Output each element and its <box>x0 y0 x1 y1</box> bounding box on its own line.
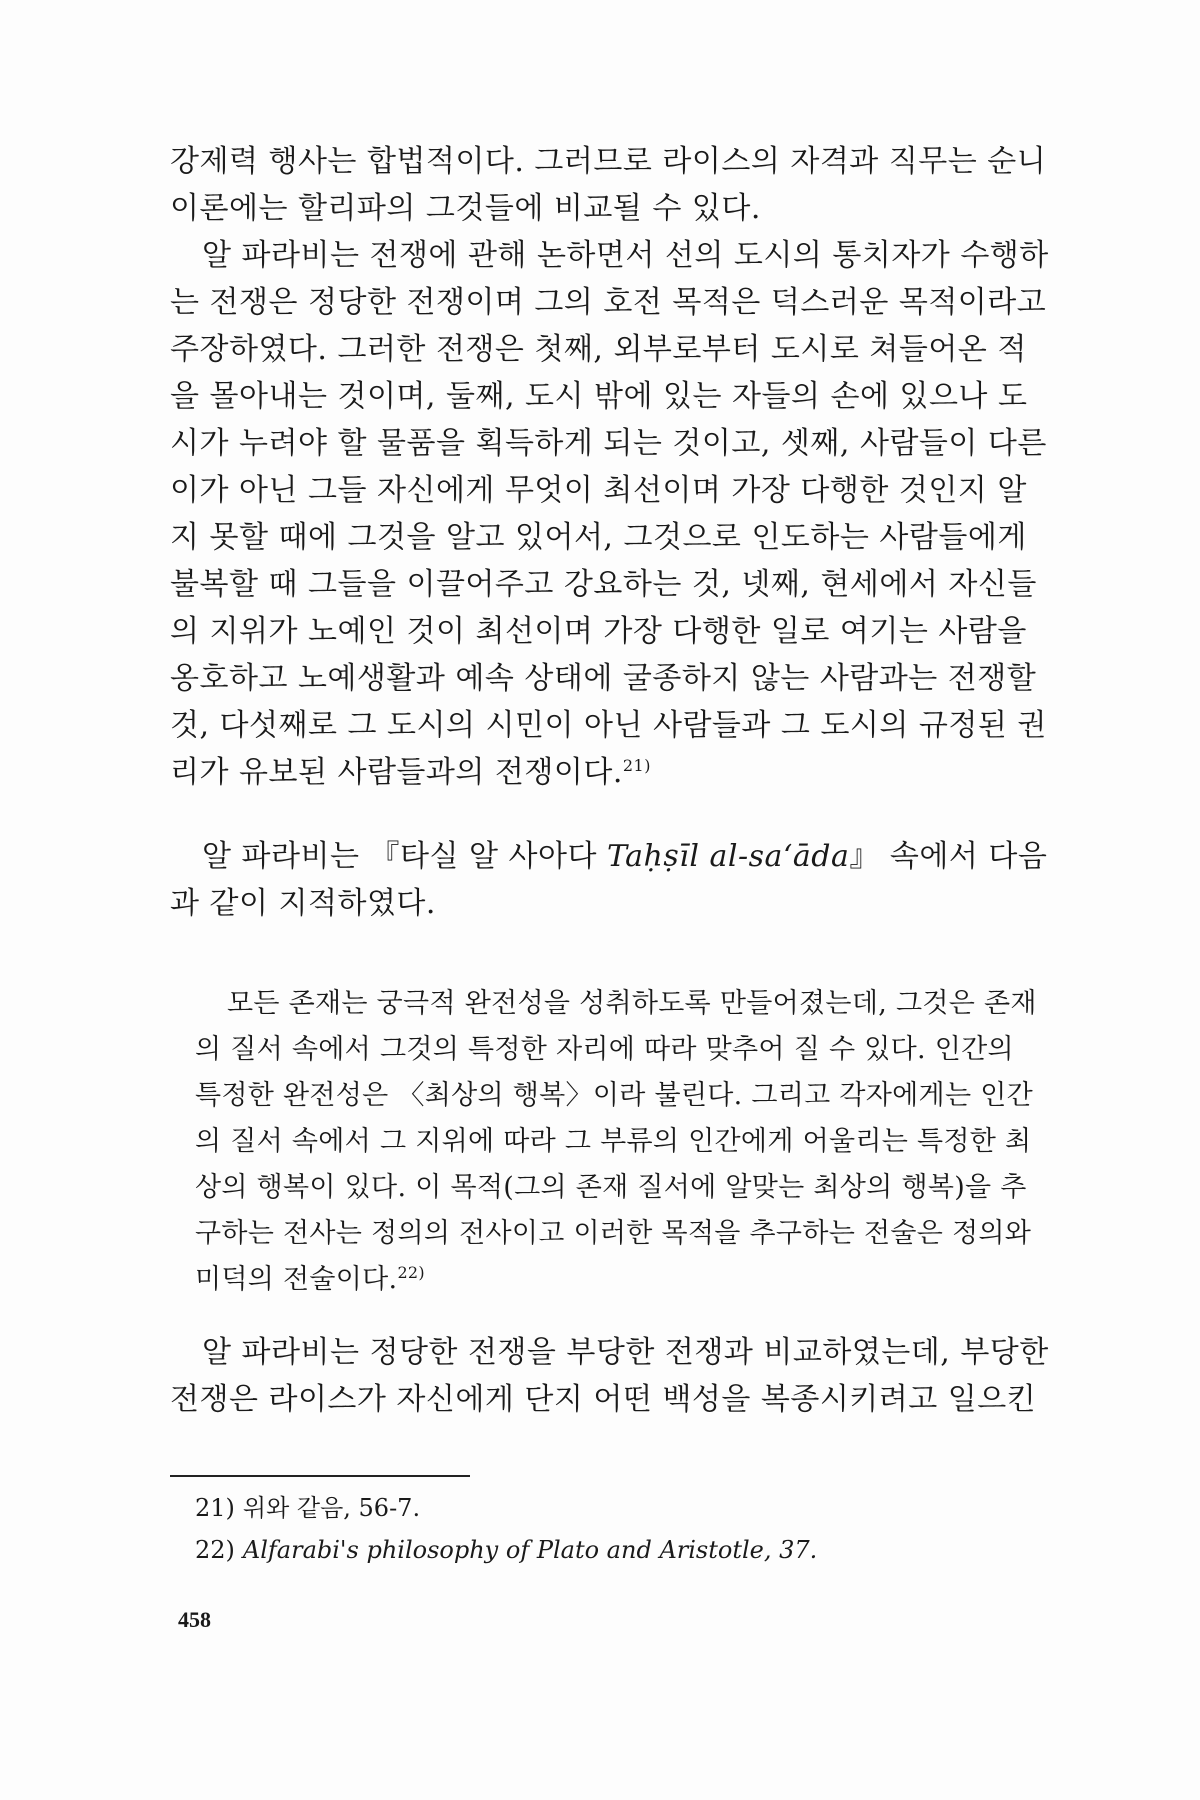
body-paragraph-4 <box>170 1329 1050 1423</box>
book-title: Taḥṣīl al-sa‘āda <box>606 839 850 874</box>
footnotes <box>195 1487 1015 1571</box>
body-paragraph-1 <box>170 138 1050 232</box>
footnote-text: 위와 같음, 56-7. <box>242 1494 421 1522</box>
body-paragraph-2 <box>170 232 1050 796</box>
footnote-text: Alfarabi's philosophy of Plato and Aristotle, 37. <box>242 1536 818 1564</box>
block-quote <box>195 981 1040 1303</box>
paragraph-text-post: 』 속에서 다음과 같이 지적하였다. <box>170 839 1048 921</box>
quote-text: 모든 존재는 궁극적 완전성을 성취하도록 만들어졌는데, 그것은 존재의 질서 속에서 그것의 특정한 자리에 따라 맞추어 질 수 있다. 인간의 특정한 완전성은 〈최상의 행복〉이라 불린다. 그리고 각자에게는 인간의 질서 속에서 그 지위에 따라 그 부류의 인간에게 어울리는 특정한 최상의 행복이 있다. 이 목적(그의 존재 질서에 알맞는 최상의 행복)을 추구하는 전사는 정의의 전사이고 이러한 목적을 추구하는 전술은 정의와 미덕의 전술이다. <box>195 988 1037 1295</box>
page-number: 458 <box>178 1607 211 1632</box>
footnote-ref-22: 22) <box>397 1263 425 1282</box>
paragraph-text: 강제력 행사는 합법적이다. 그러므로 라이스의 자격과 직무는 순니 이론에는 할리파의 그것들에 비교될 수 있다. <box>170 144 1047 226</box>
footnote-number: 21) <box>195 1494 235 1522</box>
footnote-21 <box>195 1487 1015 1529</box>
paragraph-text: 알 파라비는 전쟁에 관해 논하면서 선의 도시의 통치자가 수행하는 전쟁은 정당한 전쟁이며 그의 호전 목적은 덕스러운 목적이라고 주장하였다. 그러한 전쟁은 첫째, 외부로부터 도시로 쳐들어온 적을 몰아내는 것이며, 둘째, 도시 밖에 있는 자들의 손에 있으나 도시가 누려야 할 물품을 획득하게 되는 것이고, 셋째, 사람들이 다른 이가 아닌 그들 자신에게 무엇이 최선이며 가장 다행한 것인지 알지 못할 때에 그것을 알고 있어서, 그것으로 인도하는 사람들에게 불복할 때 그들을 이끌어주고 강요하는 것, 넷째, 현세에서 자신들의 지위가 노예인 것이 최선이며 가장 다행한 일로 여기는 사람을 옹호하고 노예생활과 예속 상태에 굴종하지 않는 사람과는 전쟁할 것, 다섯째로 그 도시의 시민이 아닌 사람들과 그 도시의 규정된 권리가 유보된 사람들과의 전쟁이다. <box>170 238 1049 790</box>
paragraph-text-pre: 알 파라비는 『타실 알 사아다 <box>202 839 607 874</box>
footnote-divider <box>170 1475 470 1477</box>
footnote-22 <box>195 1529 1015 1571</box>
footnote-ref-21: 21) <box>622 756 651 775</box>
body-paragraph-3 <box>170 833 1050 927</box>
paragraph-text: 알 파라비는 정당한 전쟁을 부당한 전쟁과 비교하였는데, 부당한 전쟁은 라이스가 자신에게 단지 어떤 백성을 복종시키려고 일으킨 <box>170 1335 1049 1417</box>
footnote-number: 22) <box>195 1536 235 1564</box>
